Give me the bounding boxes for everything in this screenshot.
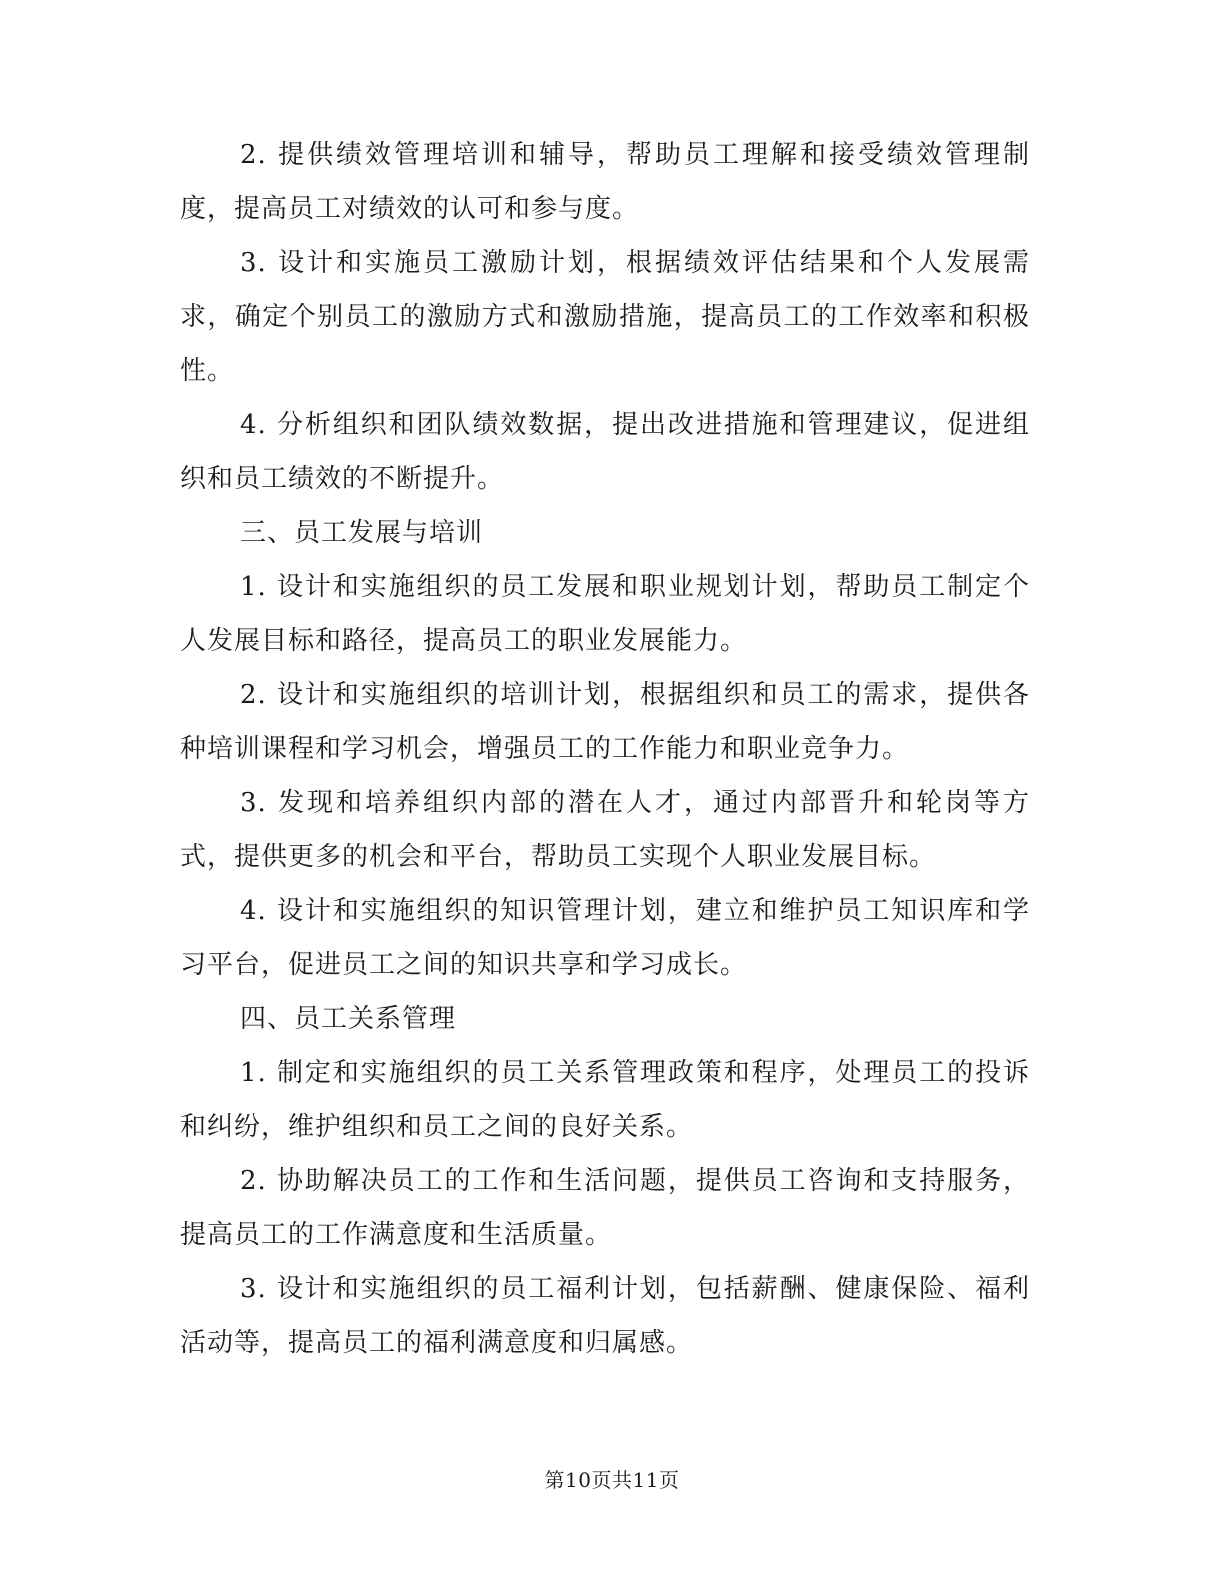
list-item: 3. 发现和培养组织内部的潜在人才，通过内部晋升和轮岗等方式，提供更多的机会和平台，帮助员工实现个人职业发展目标。 <box>180 788 1030 872</box>
page-number: 第10页共11页 <box>544 1468 680 1492</box>
list-item: 4. 分析组织和团队绩效数据，提出改进措施和管理建议，促进组织和员工绩效的不断提升。 <box>180 410 1030 494</box>
list-item: 3. 设计和实施组织的员工福利计划，包括薪酬、健康保险、福利活动等，提高员工的福利满意度和归属感。 <box>180 1274 1030 1358</box>
list-item: 2. 设计和实施组织的培训计划，根据组织和员工的需求，提供各种培训课程和学习机会，增强员工的工作能力和职业竞争力。 <box>180 680 1030 764</box>
list-item: 2. 提供绩效管理培训和辅导，帮助员工理解和接受绩效管理制度，提高员工对绩效的认可和参与度。 <box>180 140 1030 224</box>
list-item: 1. 设计和实施组织的员工发展和职业规划计划，帮助员工制定个人发展目标和路径，提高员工的职业发展能力。 <box>180 572 1030 656</box>
page-body <box>180 128 1030 1370</box>
section-heading: 三、员工发展与培训 <box>240 518 484 548</box>
list-item: 2. 协助解决员工的工作和生活问题，提供员工咨询和支持服务，提高员工的工作满意度和生活质量。 <box>180 1166 1030 1250</box>
list-item: 1. 制定和实施组织的员工关系管理政策和程序，处理员工的投诉和纠纷，维护组织和员工之间的良好关系。 <box>180 1058 1030 1142</box>
section-heading: 四、员工关系管理 <box>240 1004 457 1034</box>
list-item: 4. 设计和实施组织的知识管理计划，建立和维护员工知识库和学习平台，促进员工之间的知识共享和学习成长。 <box>180 896 1030 980</box>
list-item: 3. 设计和实施员工激励计划，根据绩效评估结果和个人发展需求，确定个别员工的激励方式和激励措施，提高员工的工作效率和积极性。 <box>180 248 1030 386</box>
